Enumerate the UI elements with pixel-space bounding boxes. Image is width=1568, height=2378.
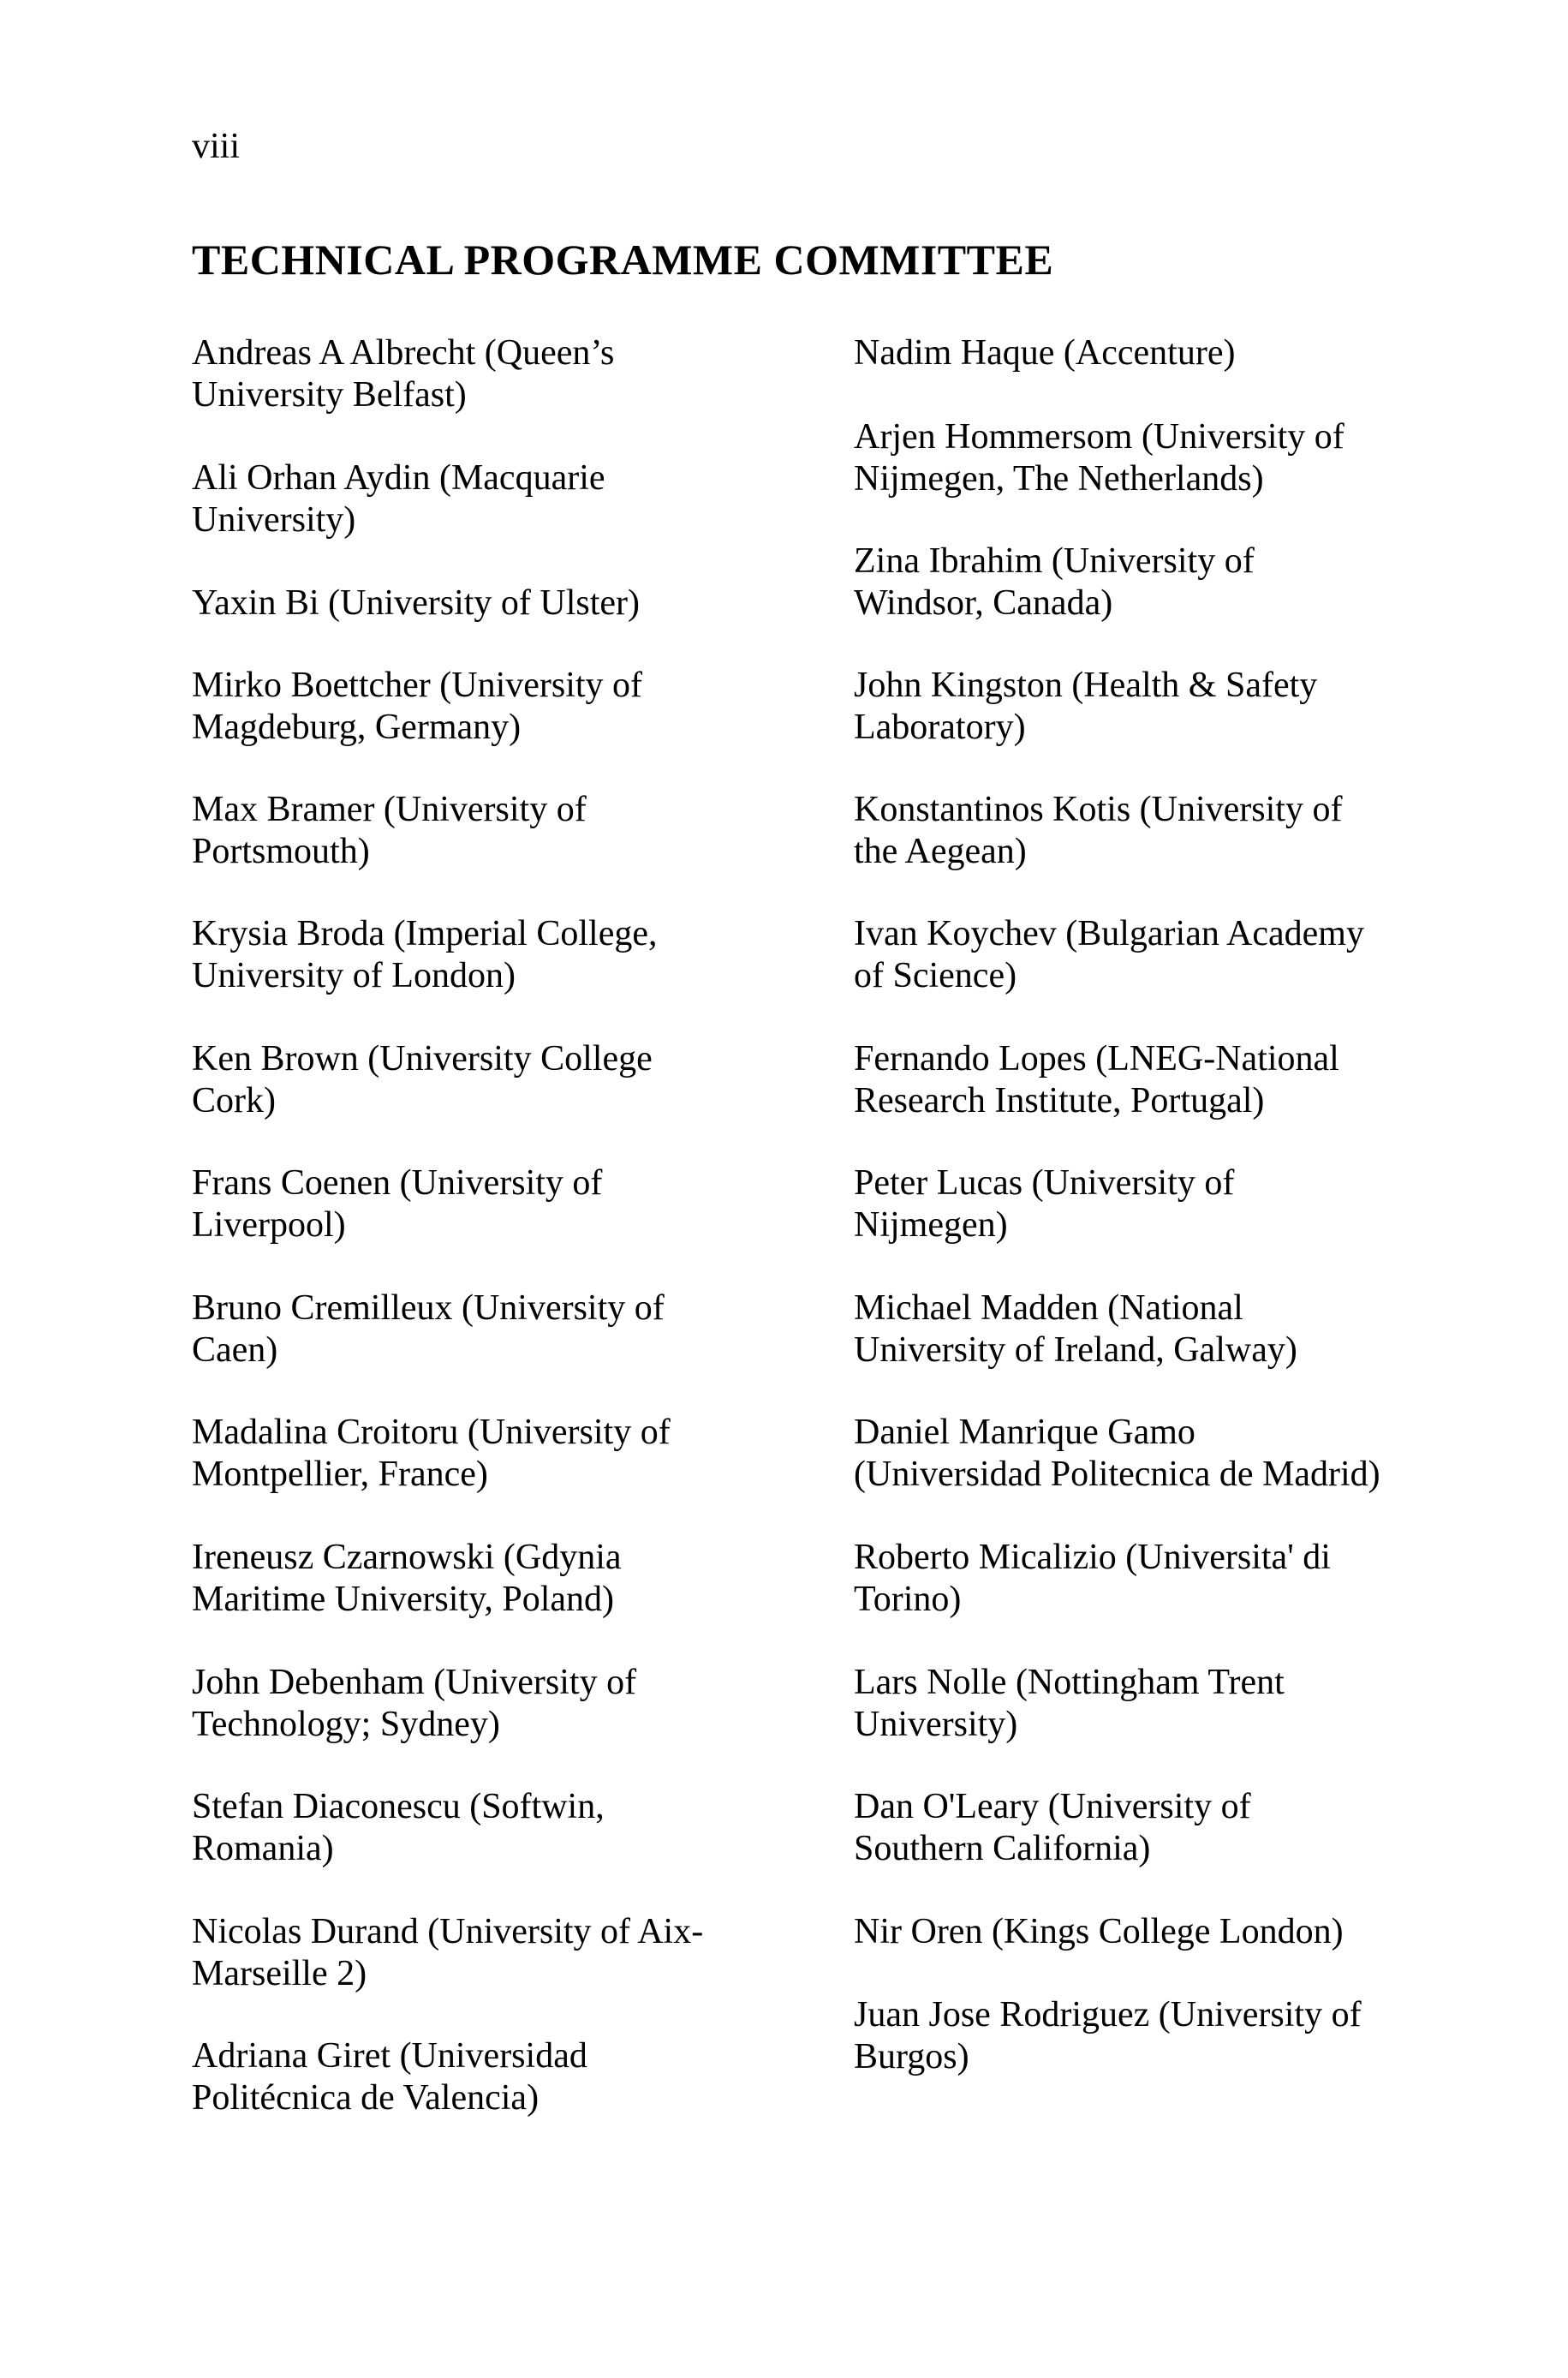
committee-member: Konstantinos Kotis (University of the Aegean) bbox=[854, 790, 1343, 871]
committee-member: Daniel Manrique Gamo (Universidad Politecnica de Madrid) bbox=[854, 1413, 1380, 1494]
committee-member: Nicolas Durand (University of Aix- Marseille 2) bbox=[192, 1912, 704, 1993]
page-number: viii bbox=[192, 127, 241, 166]
committee-member: Lars Nolle (Nottingham Trent University) bbox=[854, 1663, 1285, 1744]
committee-member: Arjen Hommersom (University of Nijmegen, The Netherlands) bbox=[854, 417, 1344, 499]
committee-member: Ireneusz Czarnowski (Gdynia Maritime University, Poland) bbox=[192, 1538, 622, 1619]
committee-member: Zina Ibrahim (University of Windsor, Canada) bbox=[854, 541, 1255, 623]
committee-member: Adriana Giret (Universidad Politécnica de Valencia) bbox=[192, 2036, 587, 2118]
committee-member: Roberto Micalizio (Universita' di Torino) bbox=[854, 1538, 1331, 1619]
committee-member: John Kingston (Health & Safety Laboratory) bbox=[854, 666, 1318, 747]
committee-member: Bruno Cremilleux (University of Caen) bbox=[192, 1288, 665, 1370]
committee-member: Stefan Diaconescu (Softwin, Romania) bbox=[192, 1787, 605, 1868]
committee-member: Mirko Boettcher (University of Magdeburg, Germany) bbox=[192, 666, 643, 747]
committee-member: Madalina Croitoru (University of Montpellier, France) bbox=[192, 1413, 671, 1494]
committee-member: Michael Madden (National University of Ireland, Galway) bbox=[854, 1288, 1297, 1370]
committee-member: Dan O'Leary (University of Southern California) bbox=[854, 1787, 1251, 1868]
page-title: TECHNICAL PROGRAMME COMMITTEE bbox=[192, 236, 1054, 284]
committee-member: Fernando Lopes (LNEG-National Research Institute, Portugal) bbox=[854, 1039, 1339, 1120]
committee-member: Ken Brown (University College Cork) bbox=[192, 1039, 653, 1120]
committee-member: Frans Coenen (University of Liverpool) bbox=[192, 1163, 603, 1245]
committee-member: John Debenham (University of Technology; Sydney) bbox=[192, 1663, 637, 1744]
committee-member: Nir Oren (Kings College London) bbox=[854, 1912, 1344, 1951]
committee-member: Andreas A Albrecht (Queen’s University Belfast) bbox=[192, 333, 615, 415]
committee-member: Peter Lucas (University of Nijmegen) bbox=[854, 1163, 1235, 1245]
committee-member: Nadim Haque (Accenture) bbox=[854, 333, 1236, 373]
committee-member: Yaxin Bi (University of Ulster) bbox=[192, 583, 641, 623]
committee-member: Krysia Broda (Imperial College, University of London) bbox=[192, 914, 658, 995]
committee-member: Juan Jose Rodriguez (University of Burgos) bbox=[854, 1995, 1362, 2076]
committee-member: Ivan Koychev (Bulgarian Academy of Science) bbox=[854, 914, 1364, 995]
committee-member: Ali Orhan Aydin (Macquarie University) bbox=[192, 458, 605, 540]
committee-member: Max Bramer (University of Portsmouth) bbox=[192, 790, 587, 871]
